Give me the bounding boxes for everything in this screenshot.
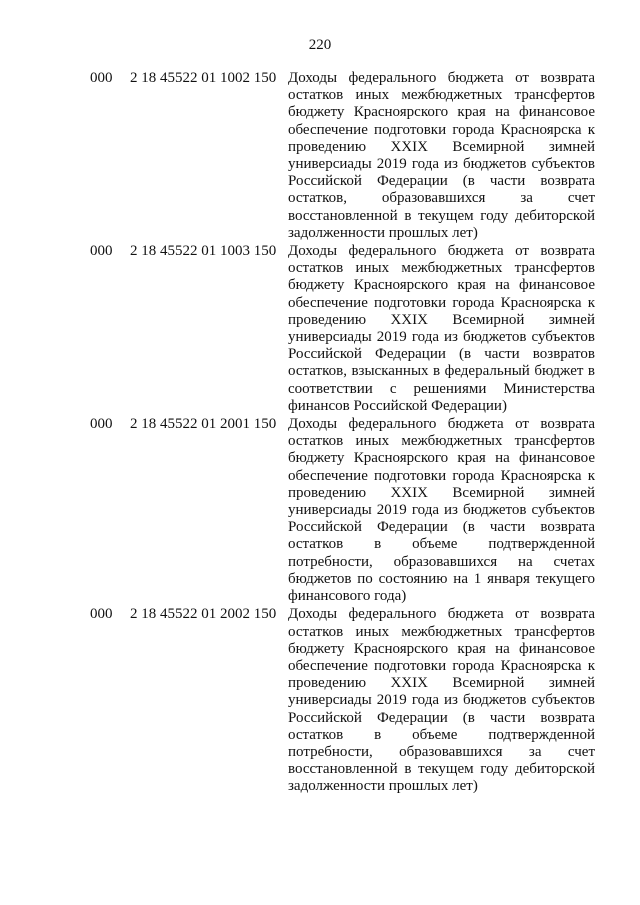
budget-code-entry (90, 243, 610, 415)
revenue-description: Доходы федерального бюджета от возврата остатков иных межбюджетных трансфертов бюджету Красноярского края на финансовое обеспечение подготовки города Красноярска к проведению XXIX Всемирной зимней универсиады 2019 года из бюджетов субъектов Российской Федерации (в части возврата остатков в объеме подтвержденной потребности, образовавшихся за счет восстановленной в текущем году дебиторской задолженности прошлых лет) (288, 606, 595, 795)
budget-code-entry (90, 606, 610, 795)
administrator-code: 000 (90, 70, 113, 86)
revenue-description: Доходы федерального бюджета от возврата остатков иных межбюджетных трансфертов бюджету Красноярского края на финансовое обеспечение подготовки города Красноярска к проведению XXIX Всемирной зимней универсиады 2019 года из бюджетов субъектов Российской Федерации (в части возврата остатков, образовавшихся за счет восстановленной в текущем году дебиторской задолженности прошлых лет) (288, 70, 595, 241)
budget-code-entry (90, 70, 610, 242)
administrator-code: 000 (90, 606, 113, 623)
revenue-description: Доходы федерального бюджета от возврата остатков иных межбюджетных трансфертов бюджету Красноярского края на финансовое обеспечение подготовки города Красноярска к проведению XXIX Всемирной зимней универсиады 2019 года из бюджетов субъектов Российской Федерации (в части возврата остатков в объеме подтвержденной потребности, образовавшихся на счетах бюджетов по состоянию на 1 января текущего финансового года) (288, 416, 595, 605)
classification-code: 2 18 45522 01 2002 150 (130, 606, 277, 623)
classification-code: 2 18 45522 01 2001 150 (130, 416, 277, 433)
budget-code-entry (90, 416, 610, 605)
budget-code-list (90, 70, 610, 797)
classification-code: 2 18 45522 01 1003 150 (130, 243, 277, 260)
administrator-code: 000 (90, 243, 113, 260)
classification-code: 2 18 45522 01 1002 150 (130, 70, 277, 86)
page-number: 220 (308, 37, 332, 53)
administrator-code: 000 (90, 416, 113, 433)
revenue-description: Доходы федерального бюджета от возврата остатков иных межбюджетных трансфертов бюджету Красноярского края на финансовое обеспечение подготовки города Красноярска к проведению XXIX Всемирной зимней универсиады 2019 года из бюджетов субъектов Российской Федерации (в части возвратов остатков, взысканных в федеральный бюджет в соответствии с решениями Министерства финансов Российской Федерации) (288, 243, 595, 414)
